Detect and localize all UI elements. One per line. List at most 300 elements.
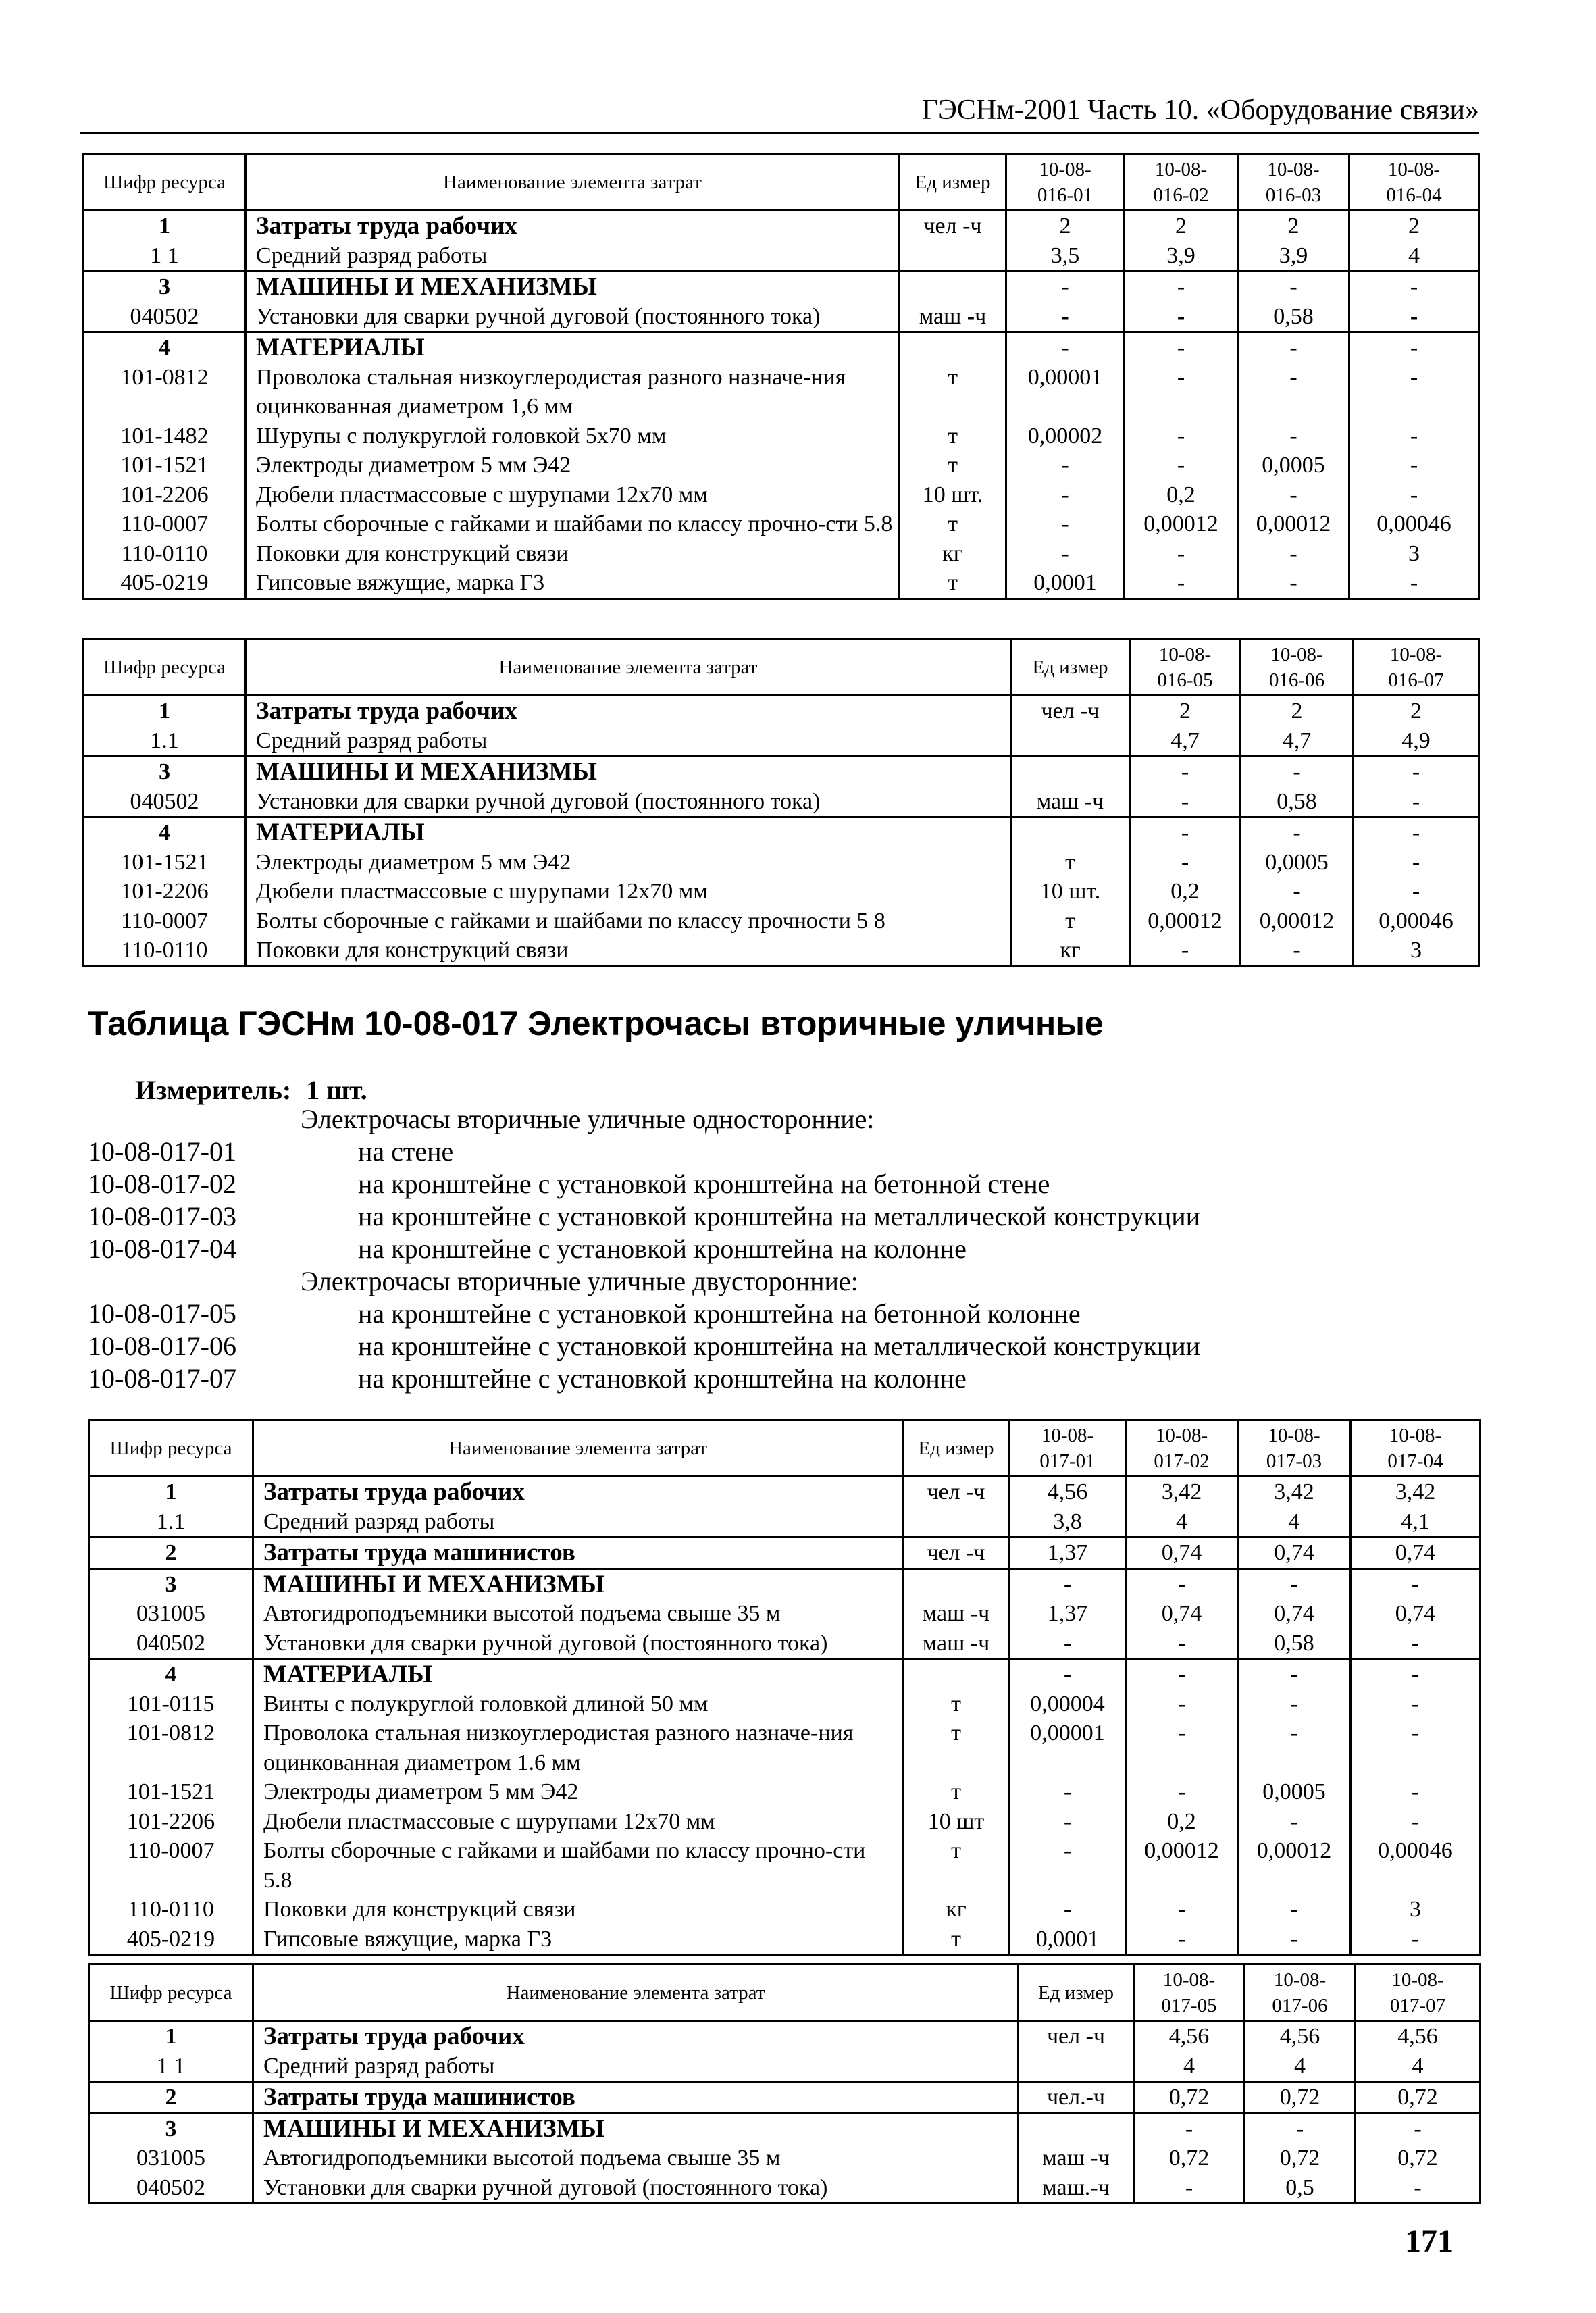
value-cell: - [1349,272,1479,302]
norm-code: 10-08-017-04 [88,1234,236,1264]
value-cell: - [1126,1777,1238,1807]
resource-code-cell: 101-1521 [84,451,246,480]
value-cell: 0,00012 [1238,1836,1351,1895]
unit-cell: т [1011,848,1130,878]
cost-element-name-cell: МАШИНЫ И МЕХАНИЗМЫ [246,272,900,302]
unit-cell: кг [900,539,1006,569]
value-cell: 2 [1125,211,1238,241]
norm-description: на кронштейне с установкой кронштейна на колонне [358,1363,967,1394]
resource-code-cell: 101-1482 [84,422,246,451]
norm-list-item [88,1168,1479,1200]
value-cell: 0,2 [1125,480,1238,510]
header-code: Шифр ресурса [84,639,246,696]
cost-element-name-cell: Автогидроподъемники высотой подъема свыше 35 м [253,2143,1019,2173]
norm-description: Электрочасы вторичные уличные односторонние: [301,1104,875,1134]
value-cell: 2 [1238,211,1349,241]
cost-element-name-cell: Гипсовые вяжущие, марка Г3 [253,1925,903,1955]
unit-cell: т [903,1719,1010,1777]
value-cell: - [1125,363,1238,422]
value-cell: - [1351,1777,1481,1807]
value-cell: - [1130,936,1241,966]
value-cell: - [1351,1629,1481,1659]
value-cell: - [1130,817,1241,848]
value-cell: 4 [1245,2052,1356,2082]
table-row [89,2052,1481,2082]
value-cell: 0,0005 [1238,1777,1351,1807]
value-cell: - [1241,877,1354,907]
table-row [89,2021,1481,2052]
cost-element-name-cell: Затраты труда рабочих [253,2021,1019,2052]
value-cell: - [1134,2113,1245,2143]
value-cell: 0,72 [1356,2082,1481,2114]
value-cell: - [1238,1659,1351,1689]
value-cell: 3,9 [1125,241,1238,272]
value-cell: 4 [1126,1507,1238,1537]
value-cell: 0,72 [1245,2082,1356,2114]
value-cell: 3 [1349,539,1479,569]
unit-cell [1011,726,1130,757]
value-cell: - [1010,1895,1126,1925]
unit-cell: т [903,1836,1010,1895]
value-cell: - [1351,1925,1481,1955]
resource-code-cell: 101-0115 [89,1689,253,1719]
cost-element-name-cell: Электроды диаметром 5 мм Э42 [246,451,900,480]
table-row [89,1629,1481,1659]
value-cell: 0,00002 [1006,422,1125,451]
value-cell: 0,74 [1351,1599,1481,1629]
resource-code-cell: 101-1521 [84,848,246,878]
norm-list-item [88,1233,1479,1265]
unit-cell: чел -ч [903,1477,1010,1507]
table-row [89,1537,1481,1569]
header-unit: Ед измер [903,1420,1010,1477]
value-cell: - [1241,757,1354,787]
value-cell: 0,00012 [1238,509,1349,539]
value-cell: 2 [1241,696,1354,726]
resource-code-cell: 101-1521 [89,1777,253,1807]
value-cell: - [1010,1569,1126,1599]
header-col: 10-08- 017-04 [1351,1420,1481,1477]
value-cell: - [1130,787,1241,817]
unit-cell: чел.-ч [1019,2082,1134,2114]
table-row [84,509,1479,539]
cost-element-name-cell: Шурупы с полукруглой головкой 5х70 мм [246,422,900,451]
running-header: ГЭСНм-2001 Часть 10. «Оборудование связи» [921,95,1479,126]
table-row [84,211,1479,241]
norm-list-item [88,1363,1479,1395]
table-row [84,817,1479,848]
value-cell: - [1006,272,1125,302]
header-col: 10-08- 016-03 [1238,154,1349,211]
value-cell: 0,2 [1130,877,1241,907]
table-row [84,907,1479,936]
norm-list-item [88,1136,1479,1168]
header-col: 10-08- 017-06 [1245,1964,1356,2021]
table-row [84,480,1479,510]
unit-cell: маш -ч [903,1599,1010,1629]
value-cell: - [1010,1807,1126,1837]
value-cell: 0,2 [1126,1807,1238,1837]
value-cell: 0,00004 [1010,1689,1126,1719]
value-cell: - [1238,1807,1351,1837]
value-cell: - [1006,509,1125,539]
table-row [84,332,1479,363]
unit-cell: маш -ч [1011,787,1130,817]
value-cell: 3 [1351,1895,1481,1925]
value-cell: - [1349,332,1479,363]
cost-element-name-cell: Средний разряд работы [246,726,1011,757]
table-row [89,1507,1481,1537]
resource-code-cell: 2 [89,2082,253,2114]
unit-cell: маш -ч [1019,2143,1134,2173]
resource-code-cell: 3 [84,272,246,302]
unit-cell: т [900,422,1006,451]
value-cell: - [1349,568,1479,599]
value-cell: 0,00012 [1130,907,1241,936]
value-cell: - [1351,1689,1481,1719]
resource-code-cell: 110-0110 [84,936,246,966]
value-cell: 0,0005 [1238,451,1349,480]
table-row [89,2173,1481,2204]
norm-code-list [88,1103,1479,1395]
unit-cell: чел -ч [1019,2021,1134,2052]
resource-code-cell: 101-0812 [89,1719,253,1777]
value-cell: 4 [1238,1507,1351,1537]
norm-description: Электрочасы вторичные уличные двусторонние: [301,1266,858,1296]
table-row [84,539,1479,569]
unit-cell [903,1507,1010,1537]
resource-code-cell: 040502 [89,2173,253,2204]
header-name: Наименование элемента затрат [246,639,1011,696]
cost-element-name-cell: Дюбели пластмассовые с шурупами 12х70 мм [253,1807,903,1837]
value-cell: 2 [1006,211,1125,241]
cost-element-name-cell: МАШИНЫ И МЕХАНИЗМЫ [253,1569,903,1599]
value-cell: - [1006,332,1125,363]
resource-code-cell: 110-0110 [89,1895,253,1925]
cost-element-name-cell: Поковки для конструкций связи [246,539,900,569]
resource-code-cell: 4 [89,1659,253,1689]
value-cell: 3,42 [1351,1477,1481,1507]
unit-cell [1019,2052,1134,2082]
norm-code: 10-08-017-03 [88,1201,236,1231]
cost-element-name-cell: МАТЕРИАЛЫ [246,817,1011,848]
unit-cell: чел -ч [900,211,1006,241]
value-cell: 2 [1354,696,1479,726]
value-cell: - [1238,1569,1351,1599]
unit-cell: маш -ч [900,302,1006,332]
value-cell: - [1241,936,1354,966]
unit-cell [1011,757,1130,787]
value-cell: 3,42 [1238,1477,1351,1507]
resource-code-cell: 110-0110 [84,539,246,569]
cost-element-name-cell: Затраты труда машинистов [253,1537,903,1569]
cost-element-name-cell: Дюбели пластмассовые с шурупами 12х70 мм [246,877,1011,907]
norm-description: на стене [358,1136,454,1167]
table-row [89,1569,1481,1599]
value-cell: - [1006,480,1125,510]
table-row [89,1719,1481,1777]
value-cell: - [1125,332,1238,363]
cost-element-name-cell: Установки для сварки ручной дуговой (постоянного тока) [253,1629,903,1659]
unit-cell: кг [903,1895,1010,1925]
cost-element-name-cell: Установки для сварки ручной дуговой (постоянного тока) [246,787,1011,817]
value-cell: 0,74 [1126,1599,1238,1629]
norm-description: на кронштейне с установкой кронштейна на металлической конструкции [358,1331,1201,1361]
resource-code-cell: 110-0007 [84,509,246,539]
value-cell: 4 [1134,2052,1245,2082]
value-cell: 0,72 [1134,2082,1245,2114]
norm-code: 10-08-017-06 [88,1331,236,1361]
value-cell: - [1238,568,1349,599]
value-cell: 1,37 [1010,1537,1126,1569]
table-row [84,787,1479,817]
resource-code-cell: 2 [89,1537,253,1569]
value-cell: - [1010,1777,1126,1807]
value-cell: - [1354,877,1479,907]
norm-description: на кронштейне с установкой кронштейна на бетонной колонне [358,1298,1081,1329]
value-cell: 0,58 [1238,1629,1351,1659]
value-cell: 4,56 [1245,2021,1356,2052]
value-cell: - [1126,1569,1238,1599]
header-col: 10-08- 017-03 [1238,1420,1351,1477]
resource-code-cell: 040502 [84,302,246,332]
header-code: Шифр ресурса [84,154,246,211]
unit-cell [903,1659,1010,1689]
cost-element-name-cell: Болты сборочные с гайками и шайбами по классу прочно-сти 5.8 [253,1836,903,1895]
header-code: Шифр ресурса [89,1420,253,1477]
resource-code-cell: 1.1 [84,726,246,757]
resource-code-cell: 1 [84,211,246,241]
header-name: Наименование элемента затрат [253,1964,1019,2021]
value-cell: - [1356,2173,1481,2204]
table-row [84,936,1479,966]
value-cell: 0,00001 [1006,363,1125,422]
header-col: 10-08- 016-06 [1241,639,1354,696]
resource-code-cell: 040502 [84,787,246,817]
value-cell: 3 [1354,936,1479,966]
value-cell: - [1126,1925,1238,1955]
header-col: 10-08- 016-02 [1125,154,1238,211]
cost-element-name-cell: Затраты труда рабочих [246,696,1011,726]
value-cell: - [1349,451,1479,480]
value-cell: 4,7 [1130,726,1241,757]
value-cell: - [1126,1689,1238,1719]
value-cell: 4,56 [1356,2021,1481,2052]
value-cell: 4,7 [1241,726,1354,757]
table-row [89,1836,1481,1895]
unit-cell [900,332,1006,363]
table-row [89,2113,1481,2143]
resource-code-cell: 110-0007 [89,1836,253,1895]
value-cell: - [1125,568,1238,599]
table-row [84,757,1479,787]
value-cell: - [1354,787,1479,817]
unit-cell: т [900,451,1006,480]
value-cell: 0,74 [1351,1537,1481,1569]
table-row [89,1895,1481,1925]
resource-code-cell: 1 1 [84,241,246,272]
value-cell: 3,42 [1126,1477,1238,1507]
header-rule [80,132,1479,134]
norm-group-heading [88,1103,1479,1136]
table-row [84,422,1479,451]
table-row [89,1689,1481,1719]
header-name: Наименование элемента затрат [253,1420,903,1477]
value-cell: - [1241,817,1354,848]
resource-code-cell: 031005 [89,1599,253,1629]
resource-code-cell: 3 [89,2113,253,2143]
value-cell: - [1125,539,1238,569]
table-row [89,1659,1481,1689]
resource-code-cell: 101-2206 [89,1807,253,1837]
norm-list-item [88,1298,1479,1330]
value-cell: - [1349,422,1479,451]
unit-cell: маш.-ч [1019,2173,1134,2204]
value-cell: - [1006,302,1125,332]
cost-element-name-cell: Дюбели пластмассовые с шурупами 12х70 мм [246,480,900,510]
unit-cell [900,272,1006,302]
value-cell: 0,00001 [1010,1719,1126,1777]
value-cell: 0,00046 [1351,1836,1481,1895]
cost-element-name-cell: Поковки для конструкций связи [246,936,1011,966]
value-cell: - [1010,1659,1126,1689]
value-cell: - [1126,1719,1238,1777]
cost-element-name-cell: Болты сборочные с гайками и шайбами по классу прочно-сти 5.8 [246,509,900,539]
cost-element-name-cell: Болты сборочные с гайками и шайбами по классу прочности 5 8 [246,907,1011,936]
value-cell: - [1351,1807,1481,1837]
unit-cell: кг [1011,936,1130,966]
value-cell: - [1238,1925,1351,1955]
resource-code-cell: 101-2206 [84,877,246,907]
resource-table-016-05-07 [82,638,1480,967]
value-cell: - [1010,1629,1126,1659]
value-cell: - [1238,422,1349,451]
resource-code-cell: 040502 [89,1629,253,1659]
value-cell: 0,74 [1126,1537,1238,1569]
value-cell: 0,74 [1238,1537,1351,1569]
value-cell: - [1238,1689,1351,1719]
header-col: 10-08- 016-05 [1130,639,1241,696]
value-cell: 0,58 [1241,787,1354,817]
meter [135,1074,367,1107]
resource-table-017-05-07 [88,1963,1481,2204]
value-cell: 0,72 [1356,2143,1481,2173]
resource-table-016-01-04 [82,153,1480,600]
value-cell: - [1238,332,1349,363]
cost-element-name-cell: Электроды диаметром 5 мм Э42 [253,1777,903,1807]
value-cell: - [1238,1895,1351,1925]
unit-cell: т [903,1777,1010,1807]
header-col: 10-08- 017-07 [1356,1964,1481,2021]
resource-code-cell: 101-2206 [84,480,246,510]
cost-element-name-cell: Винты с полукруглой головкой длиной 50 мм [253,1689,903,1719]
value-cell: - [1126,1629,1238,1659]
unit-cell [900,241,1006,272]
cost-element-name-cell: Гипсовые вяжущие, марка Г3 [246,568,900,599]
header-col: 10-08- 017-05 [1134,1964,1245,2021]
table-row [89,2082,1481,2114]
unit-cell: т [900,509,1006,539]
value-cell: - [1245,2113,1356,2143]
cost-element-name-cell: Затраты труда рабочих [246,211,900,241]
table-row [89,1599,1481,1629]
value-cell: - [1125,302,1238,332]
value-cell: 1,37 [1010,1599,1126,1629]
value-cell: - [1354,817,1479,848]
unit-cell: т [900,363,1006,422]
header-unit: Ед измер [1019,1964,1134,2021]
value-cell: - [1354,848,1479,878]
resource-code-cell: 405-0219 [89,1925,253,1955]
value-cell: 0,00046 [1349,509,1479,539]
table-row [84,451,1479,480]
value-cell: 4,56 [1134,2021,1245,2052]
value-cell: 3,8 [1010,1507,1126,1537]
norm-list-item [88,1200,1479,1233]
meter-label: Измеритель: [135,1075,292,1105]
value-cell: 0,72 [1245,2143,1356,2173]
table-row [84,848,1479,878]
cost-element-name-cell: Средний разряд работы [246,241,900,272]
header-col: 10-08- 016-04 [1349,154,1479,211]
resource-code-cell: 031005 [89,2143,253,2173]
resource-table-017-01-04 [88,1419,1481,1956]
norm-code: 10-08-017-02 [88,1169,236,1199]
cost-element-name-cell: Средний разряд работы [253,1507,903,1537]
header-code: Шифр ресурса [89,1964,253,2021]
resource-code-cell: 1 [89,1477,253,1507]
cost-element-name-cell: Установки для сварки ручной дуговой (постоянного тока) [253,2173,1019,2204]
header-unit: Ед измер [1011,639,1130,696]
value-cell: 0,00012 [1241,907,1354,936]
cost-element-name-cell: Автогидроподъемники высотой подъема свыше 35 м [253,1599,903,1629]
cost-element-name-cell: Электроды диаметром 5 мм Э42 [246,848,1011,878]
resource-code-cell: 3 [89,1569,253,1599]
value-cell: - [1130,848,1241,878]
norm-list-item [88,1330,1479,1363]
norm-code: 10-08-017-07 [88,1363,236,1394]
value-cell: - [1006,539,1125,569]
value-cell: - [1125,272,1238,302]
header-col: 10-08- 017-01 [1010,1420,1126,1477]
unit-cell [1011,817,1130,848]
resource-code-cell: 4 [84,332,246,363]
value-cell: - [1238,272,1349,302]
unit-cell: 10 шт. [1011,877,1130,907]
table-row [84,302,1479,332]
value-cell: 4 [1349,241,1479,272]
unit-cell [903,1569,1010,1599]
cost-element-name-cell: МАШИНЫ И МЕХАНИЗМЫ [253,2113,1019,2143]
value-cell: 3,5 [1006,241,1125,272]
value-cell: - [1356,2113,1481,2143]
header-col: 10-08- 016-07 [1354,639,1479,696]
norm-description: на кронштейне с установкой кронштейна на бетонной стене [358,1169,1050,1199]
cost-element-name-cell: Проволока стальная низкоуглеродистая разного назначе-ния оцинкованная диаметром 1.6 мм [253,1719,903,1777]
norm-code: 10-08-017-01 [88,1136,236,1167]
cost-element-name-cell: Установки для сварки ручной дуговой (постоянного тока) [246,302,900,332]
value-cell: - [1130,757,1241,787]
resource-code-cell: 3 [84,757,246,787]
unit-cell: чел -ч [903,1537,1010,1569]
table-row [84,272,1479,302]
header-col: 10-08- 017-02 [1126,1420,1238,1477]
resource-code-cell: 405-0219 [84,568,246,599]
resource-code-cell: 1 [89,2021,253,2052]
table-row [89,1925,1481,1955]
unit-cell: т [903,1925,1010,1955]
value-cell: 3,9 [1238,241,1349,272]
